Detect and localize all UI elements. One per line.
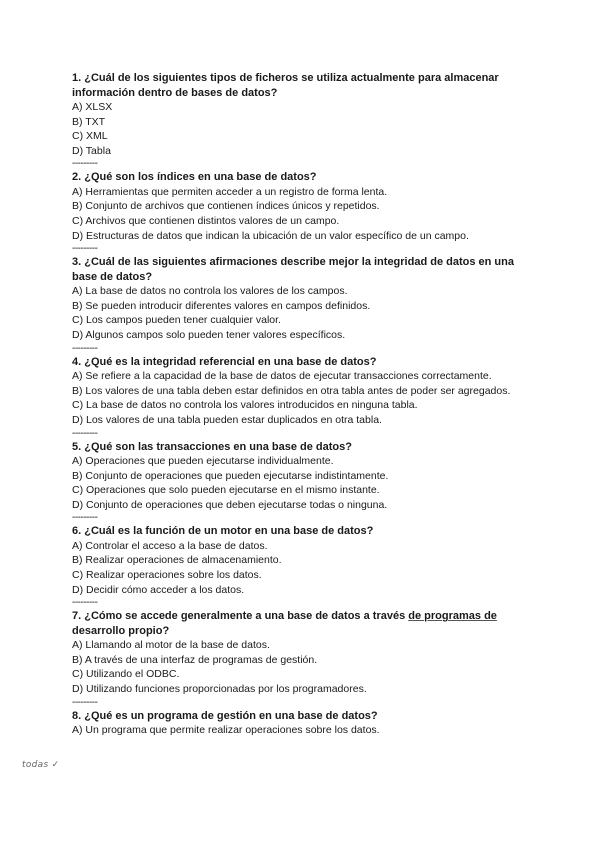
question-1-option-c: C) XML — [72, 130, 108, 143]
question-block-4 — [72, 355, 532, 428]
question-1-option-a: A) XLSX — [72, 101, 113, 113]
question-3-option-d: D) Algunos campos solo pueden tener valores específicos. — [72, 329, 346, 342]
separator: --------- — [72, 427, 98, 439]
question-1-text: 1. ¿Cuál de los siguientes tipos de ficheros se utiliza actualmente para almacenar información dentro de bases de datos? — [72, 72, 499, 99]
question-6-option-c: C) Realizar operaciones sobre los datos. — [72, 569, 262, 582]
question-6-text: 6. ¿Cuál es la función de un motor en una base de datos? — [72, 525, 374, 538]
question-7-option-a: A) Llamando al motor de la base de datos. — [72, 639, 270, 652]
question-4-option-c: C) La base de datos no controla los valores introducidos en ninguna tabla. — [72, 399, 418, 412]
question-3-option-b: B) Se pueden introducir diferentes valores en campos definidos. — [72, 299, 371, 312]
question-8-text: 8. ¿Qué es un programa de gestión en una base de datos? — [72, 709, 378, 722]
question-2-option-a: A) Herramientas que permiten acceder a un registro de forma lenta. — [72, 185, 388, 198]
question-4-option-a: A) Se refiere a la capacidad de la base de datos de ejecutar transacciones correctamente. — [72, 370, 492, 383]
separator: --------- — [72, 158, 98, 170]
question-block-6 — [72, 524, 532, 597]
question-7-option-c: C) Utilizando el ODBC. — [72, 668, 180, 681]
question-7-text — [72, 609, 532, 638]
question-1-option-b: B) TXT — [72, 115, 106, 128]
question-block-2 — [72, 170, 532, 243]
question-2-option-b: B) Conjunto de archivos que contienen índices únicos y repetidos. — [72, 200, 380, 213]
question-block-3 — [72, 255, 532, 342]
question-4-text: 4. ¿Qué es la integridad referencial en una base de datos? — [72, 355, 377, 368]
question-3-text: 3. ¿Cuál de las siguientes afirmaciones describe mejor la integridad de datos en una base de datos? — [72, 256, 514, 283]
question-block-5 — [72, 440, 532, 513]
question-3-option-a: A) La base de datos no controla los valores de los campos. — [72, 285, 348, 298]
separator: --------- — [72, 696, 98, 708]
question-5-option-c: C) Operaciones que solo pueden ejecutarse en el mismo instante. — [72, 484, 380, 497]
question-7-option-d: D) Utilizando funciones proporcionadas por los programadores. — [72, 683, 367, 696]
question-block-8 — [72, 709, 532, 738]
question-5-option-a: A) Operaciones que pueden ejecutarse individualmente. — [72, 455, 334, 467]
question-1-option-d: D) Tabla — [72, 144, 111, 157]
question-2-option-d: D) Estructuras de datos que indican la ubicación de un valor específico de un campo. — [72, 229, 469, 242]
question-block-7 — [72, 609, 532, 696]
question-8-option-a: A) Un programa que permite realizar operaciones sobre los datos. — [72, 724, 380, 737]
question-7-text-start: 7. ¿Cómo se accede generalmente a una base de datos a través — [72, 610, 409, 623]
question-6-option-d: D) Decidir cómo acceder a los datos. — [72, 583, 245, 596]
separator: --------- — [72, 243, 98, 255]
question-5-text: 5. ¿Qué son las transacciones en una base de datos? — [72, 440, 352, 453]
separator: --------- — [72, 597, 98, 609]
separator: --------- — [72, 512, 98, 524]
question-2-option-c: C) Archivos que contienen distintos valores de un campo. — [72, 215, 340, 228]
handwritten-margin-note: todas ✓ — [22, 760, 60, 770]
question-2-text: 2. ¿Qué son los índices en una base de datos? — [72, 171, 317, 184]
question-6-option-a: A) Controlar el acceso a la base de datos. — [72, 539, 268, 552]
separator: --------- — [72, 342, 98, 354]
question-7-text-end: desarrollo propio? — [72, 624, 170, 637]
question-4-option-b: B) Los valores de una tabla deben estar definidos en otra tabla antes de poder ser agregados. — [72, 384, 511, 397]
question-5-option-b: B) Conjunto de operaciones que pueden ejecutarse indistintamente. — [72, 469, 389, 482]
question-7-underlined-text: de programas de — [408, 610, 497, 623]
question-3-option-c: C) Los campos pueden tener cualquier valor. — [72, 314, 281, 327]
question-7-option-b: B) A través de una interfaz de programas de gestión. — [72, 653, 318, 666]
question-4-option-d: D) Los valores de una tabla pueden estar duplicados en otra tabla. — [72, 413, 382, 426]
question-6-option-b: B) Realizar operaciones de almacenamiento. — [72, 554, 282, 567]
quiz-content — [72, 71, 532, 738]
question-block-1 — [72, 71, 532, 158]
question-5-option-d: D) Conjunto de operaciones que deben ejecutarse todas o ninguna. — [72, 498, 388, 511]
